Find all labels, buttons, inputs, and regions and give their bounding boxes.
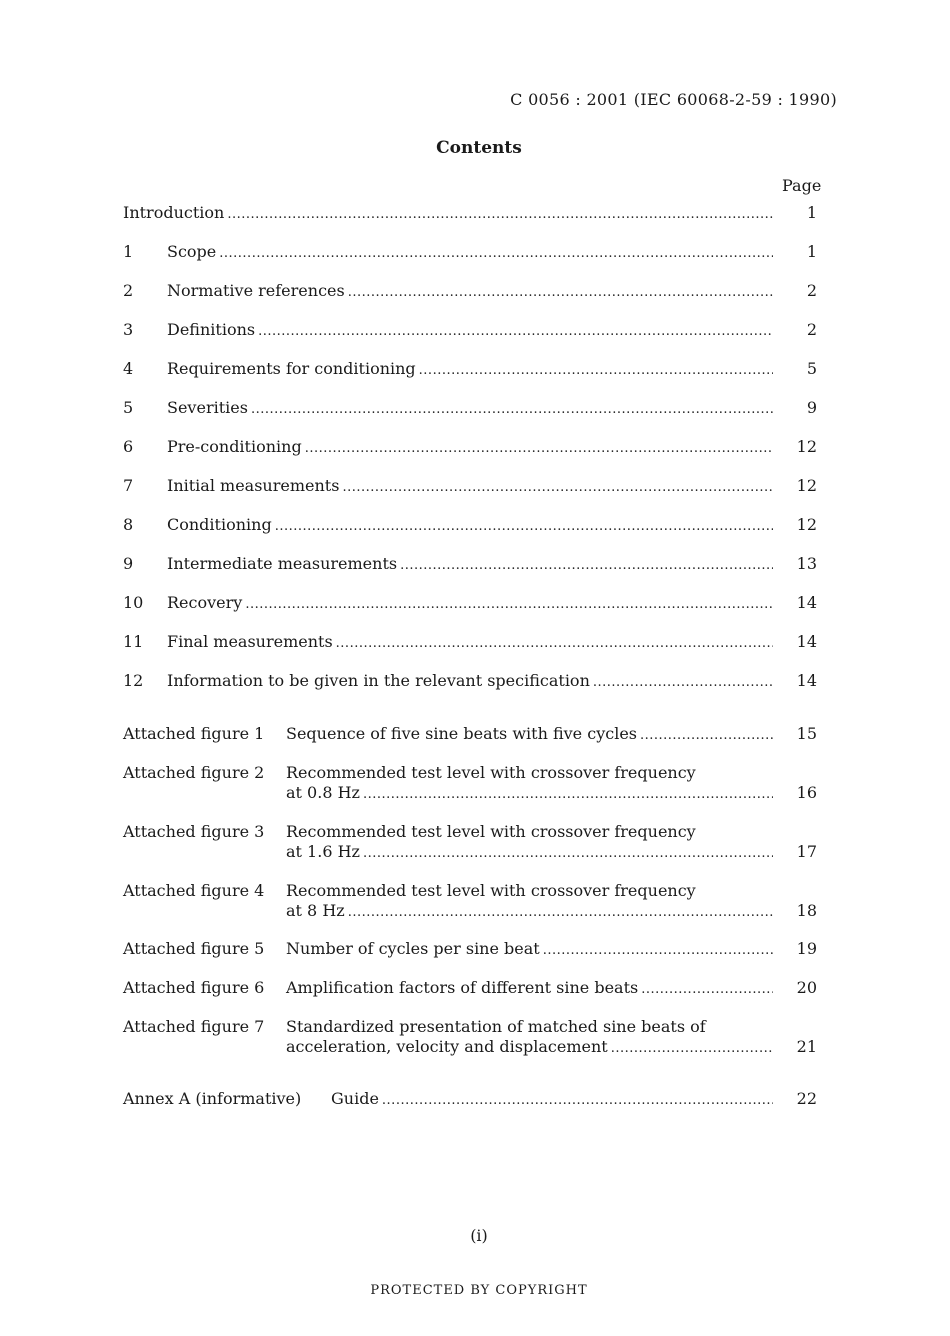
toc-entry-page: 14 bbox=[796, 593, 817, 612]
toc-entry-label: Conditioning bbox=[167, 515, 272, 534]
toc-entry-clause-6[interactable] bbox=[123, 436, 817, 458]
toc-entry-label: Normative references bbox=[167, 281, 345, 300]
toc-entry-page: 1 bbox=[806, 203, 817, 222]
toc-entry-number: Attached figure 3 bbox=[123, 822, 265, 841]
toc-entry-page: 12 bbox=[796, 476, 817, 495]
leader-dots bbox=[342, 475, 773, 497]
leader-dots bbox=[336, 631, 773, 653]
leader-dots bbox=[640, 723, 773, 745]
toc-entry-figure-2[interactable] bbox=[123, 762, 817, 804]
toc-entry-clause-8[interactable] bbox=[123, 514, 817, 536]
toc-entry-label: Requirements for conditioning bbox=[167, 359, 416, 378]
toc-entry-number: Attached figure 5 bbox=[123, 939, 265, 958]
toc-entry-number: Annex A (informative) bbox=[123, 1089, 302, 1108]
toc-entry-clause-4[interactable] bbox=[123, 358, 817, 380]
toc-entry-figure-7[interactable] bbox=[123, 1016, 817, 1058]
leader-dots bbox=[227, 202, 773, 224]
leader-dots bbox=[258, 319, 773, 341]
toc-entry-number: 7 bbox=[123, 476, 134, 495]
toc-entry-annex-a[interactable] bbox=[123, 1088, 817, 1110]
toc-entry-label-line2: acceleration, velocity and displacement bbox=[286, 1037, 608, 1056]
leader-dots bbox=[219, 241, 773, 263]
toc-entry-page: 22 bbox=[796, 1089, 817, 1108]
leader-dots bbox=[363, 782, 773, 804]
toc-entry-label-line1: Recommended test level with crossover frequency bbox=[286, 881, 696, 900]
toc-entry-number: 5 bbox=[123, 398, 134, 417]
toc-entry-page: 18 bbox=[796, 901, 817, 920]
toc-entry-label-line1: Recommended test level with crossover frequency bbox=[286, 822, 696, 841]
leader-dots bbox=[305, 436, 773, 458]
leader-dots bbox=[363, 841, 773, 863]
toc-entry-page: 2 bbox=[806, 320, 817, 339]
toc-entry-label-line2: at 1.6 Hz bbox=[286, 842, 360, 861]
toc-entry-number: 2 bbox=[123, 281, 134, 300]
toc-entry-page: 15 bbox=[796, 724, 817, 743]
page-title: Contents bbox=[436, 138, 522, 158]
toc-entry-label: Sequence of five sine beats with five cycles bbox=[286, 724, 637, 743]
toc-entry-number: 3 bbox=[123, 320, 134, 339]
toc-entry-clause-9[interactable] bbox=[123, 553, 817, 575]
toc-entry-figure-5[interactable] bbox=[123, 938, 817, 960]
toc-entry-number: Attached figure 6 bbox=[123, 978, 265, 997]
toc-entry-number: Attached figure 7 bbox=[123, 1017, 265, 1036]
toc-entry-label: Information to be given in the relevant specification bbox=[167, 671, 590, 690]
toc-entry-page: 20 bbox=[796, 978, 817, 997]
toc-entry-label: Recovery bbox=[167, 593, 243, 612]
toc-entry-clause-7[interactable] bbox=[123, 475, 817, 497]
toc-entry-page: 1 bbox=[806, 242, 817, 261]
toc-entry-label-line1: Standardized presentation of matched sine beats of bbox=[286, 1017, 706, 1036]
leader-dots bbox=[400, 553, 773, 575]
toc-entry-number: 4 bbox=[123, 359, 134, 378]
toc-entry-label-line1: Recommended test level with crossover frequency bbox=[286, 763, 696, 782]
page-folio: (i) bbox=[470, 1226, 488, 1245]
leader-dots bbox=[641, 977, 773, 999]
leader-dots bbox=[245, 592, 773, 614]
toc-entry-page: 21 bbox=[796, 1037, 817, 1056]
toc-entry-page: 17 bbox=[796, 842, 817, 861]
toc-entry-label: Scope bbox=[167, 242, 217, 261]
toc-entry-number: 10 bbox=[123, 593, 144, 612]
toc-entry-page: 14 bbox=[796, 671, 817, 690]
toc-entry-page: 2 bbox=[806, 281, 817, 300]
document-id: C 0056 : 2001 (IEC 60068-2-59 : 1990) bbox=[510, 90, 837, 109]
toc-entry-label-line2: at 8 Hz bbox=[286, 901, 345, 920]
copyright-footer: PROTECTED BY COPYRIGHT bbox=[370, 1283, 588, 1298]
toc-entry-number: Attached figure 4 bbox=[123, 881, 265, 900]
toc-entry-page: 19 bbox=[796, 939, 817, 958]
leader-dots bbox=[419, 358, 773, 380]
toc-entry-clause-11[interactable] bbox=[123, 631, 817, 653]
page-column-label: Page bbox=[782, 176, 822, 195]
toc-entry-label-line2: at 0.8 Hz bbox=[286, 783, 360, 802]
toc-entry-page: 12 bbox=[796, 515, 817, 534]
toc-entry-number: 1 bbox=[123, 242, 134, 261]
toc-entry-number: Attached figure 2 bbox=[123, 763, 265, 782]
toc-entry-number: 8 bbox=[123, 515, 134, 534]
leader-dots bbox=[348, 280, 773, 302]
toc-entry-label: Introduction bbox=[123, 203, 225, 222]
toc-entry-label: Severities bbox=[167, 398, 248, 417]
toc-entry-number: 11 bbox=[123, 632, 144, 651]
toc-entry-label: Pre-conditioning bbox=[167, 437, 302, 456]
toc-entry-page: 12 bbox=[796, 437, 817, 456]
leader-dots bbox=[611, 1036, 773, 1058]
toc-entry-page: 13 bbox=[796, 554, 817, 573]
toc-entry-clause-12[interactable] bbox=[123, 670, 817, 692]
toc-entry-figure-1[interactable] bbox=[123, 723, 817, 745]
toc-entry-clause-1[interactable] bbox=[123, 241, 817, 263]
leader-dots bbox=[593, 670, 773, 692]
toc-entry-figure-6[interactable] bbox=[123, 977, 817, 999]
toc-entry-number: 12 bbox=[123, 671, 144, 690]
toc-entry-figure-4[interactable] bbox=[123, 880, 817, 922]
toc-entry-page: 14 bbox=[796, 632, 817, 651]
leader-dots bbox=[348, 900, 773, 922]
toc-entry-label: Definitions bbox=[167, 320, 256, 339]
toc-entry-page: 9 bbox=[806, 398, 817, 417]
toc-entry-page: 16 bbox=[796, 783, 817, 802]
toc-entry-number: 9 bbox=[123, 554, 134, 573]
toc-entry-label: Final measurements bbox=[167, 632, 333, 651]
leader-dots bbox=[251, 397, 773, 419]
toc-entry-label: Number of cycles per sine beat bbox=[286, 939, 540, 958]
toc-entry-label: Initial measurements bbox=[167, 476, 340, 495]
toc-entry-number: Attached figure 1 bbox=[123, 724, 265, 743]
toc-entry-label: Intermediate measurements bbox=[167, 554, 398, 573]
toc-entry-label: Guide bbox=[331, 1089, 379, 1108]
toc-entry-figure-3[interactable] bbox=[123, 821, 817, 863]
toc-entry-clause-5[interactable] bbox=[123, 397, 817, 419]
leader-dots bbox=[382, 1088, 773, 1110]
toc-entry-page: 5 bbox=[806, 359, 817, 378]
leader-dots bbox=[543, 938, 773, 960]
toc-entry-introduction[interactable] bbox=[123, 202, 817, 224]
toc-entry-clause-3[interactable] bbox=[123, 319, 817, 341]
toc-entry-clause-10[interactable] bbox=[123, 592, 817, 614]
toc-entry-clause-2[interactable] bbox=[123, 280, 817, 302]
leader-dots bbox=[275, 514, 773, 536]
toc-entry-label: Amplification factors of different sine beats bbox=[286, 978, 639, 997]
toc-entry-number: 6 bbox=[123, 437, 134, 456]
